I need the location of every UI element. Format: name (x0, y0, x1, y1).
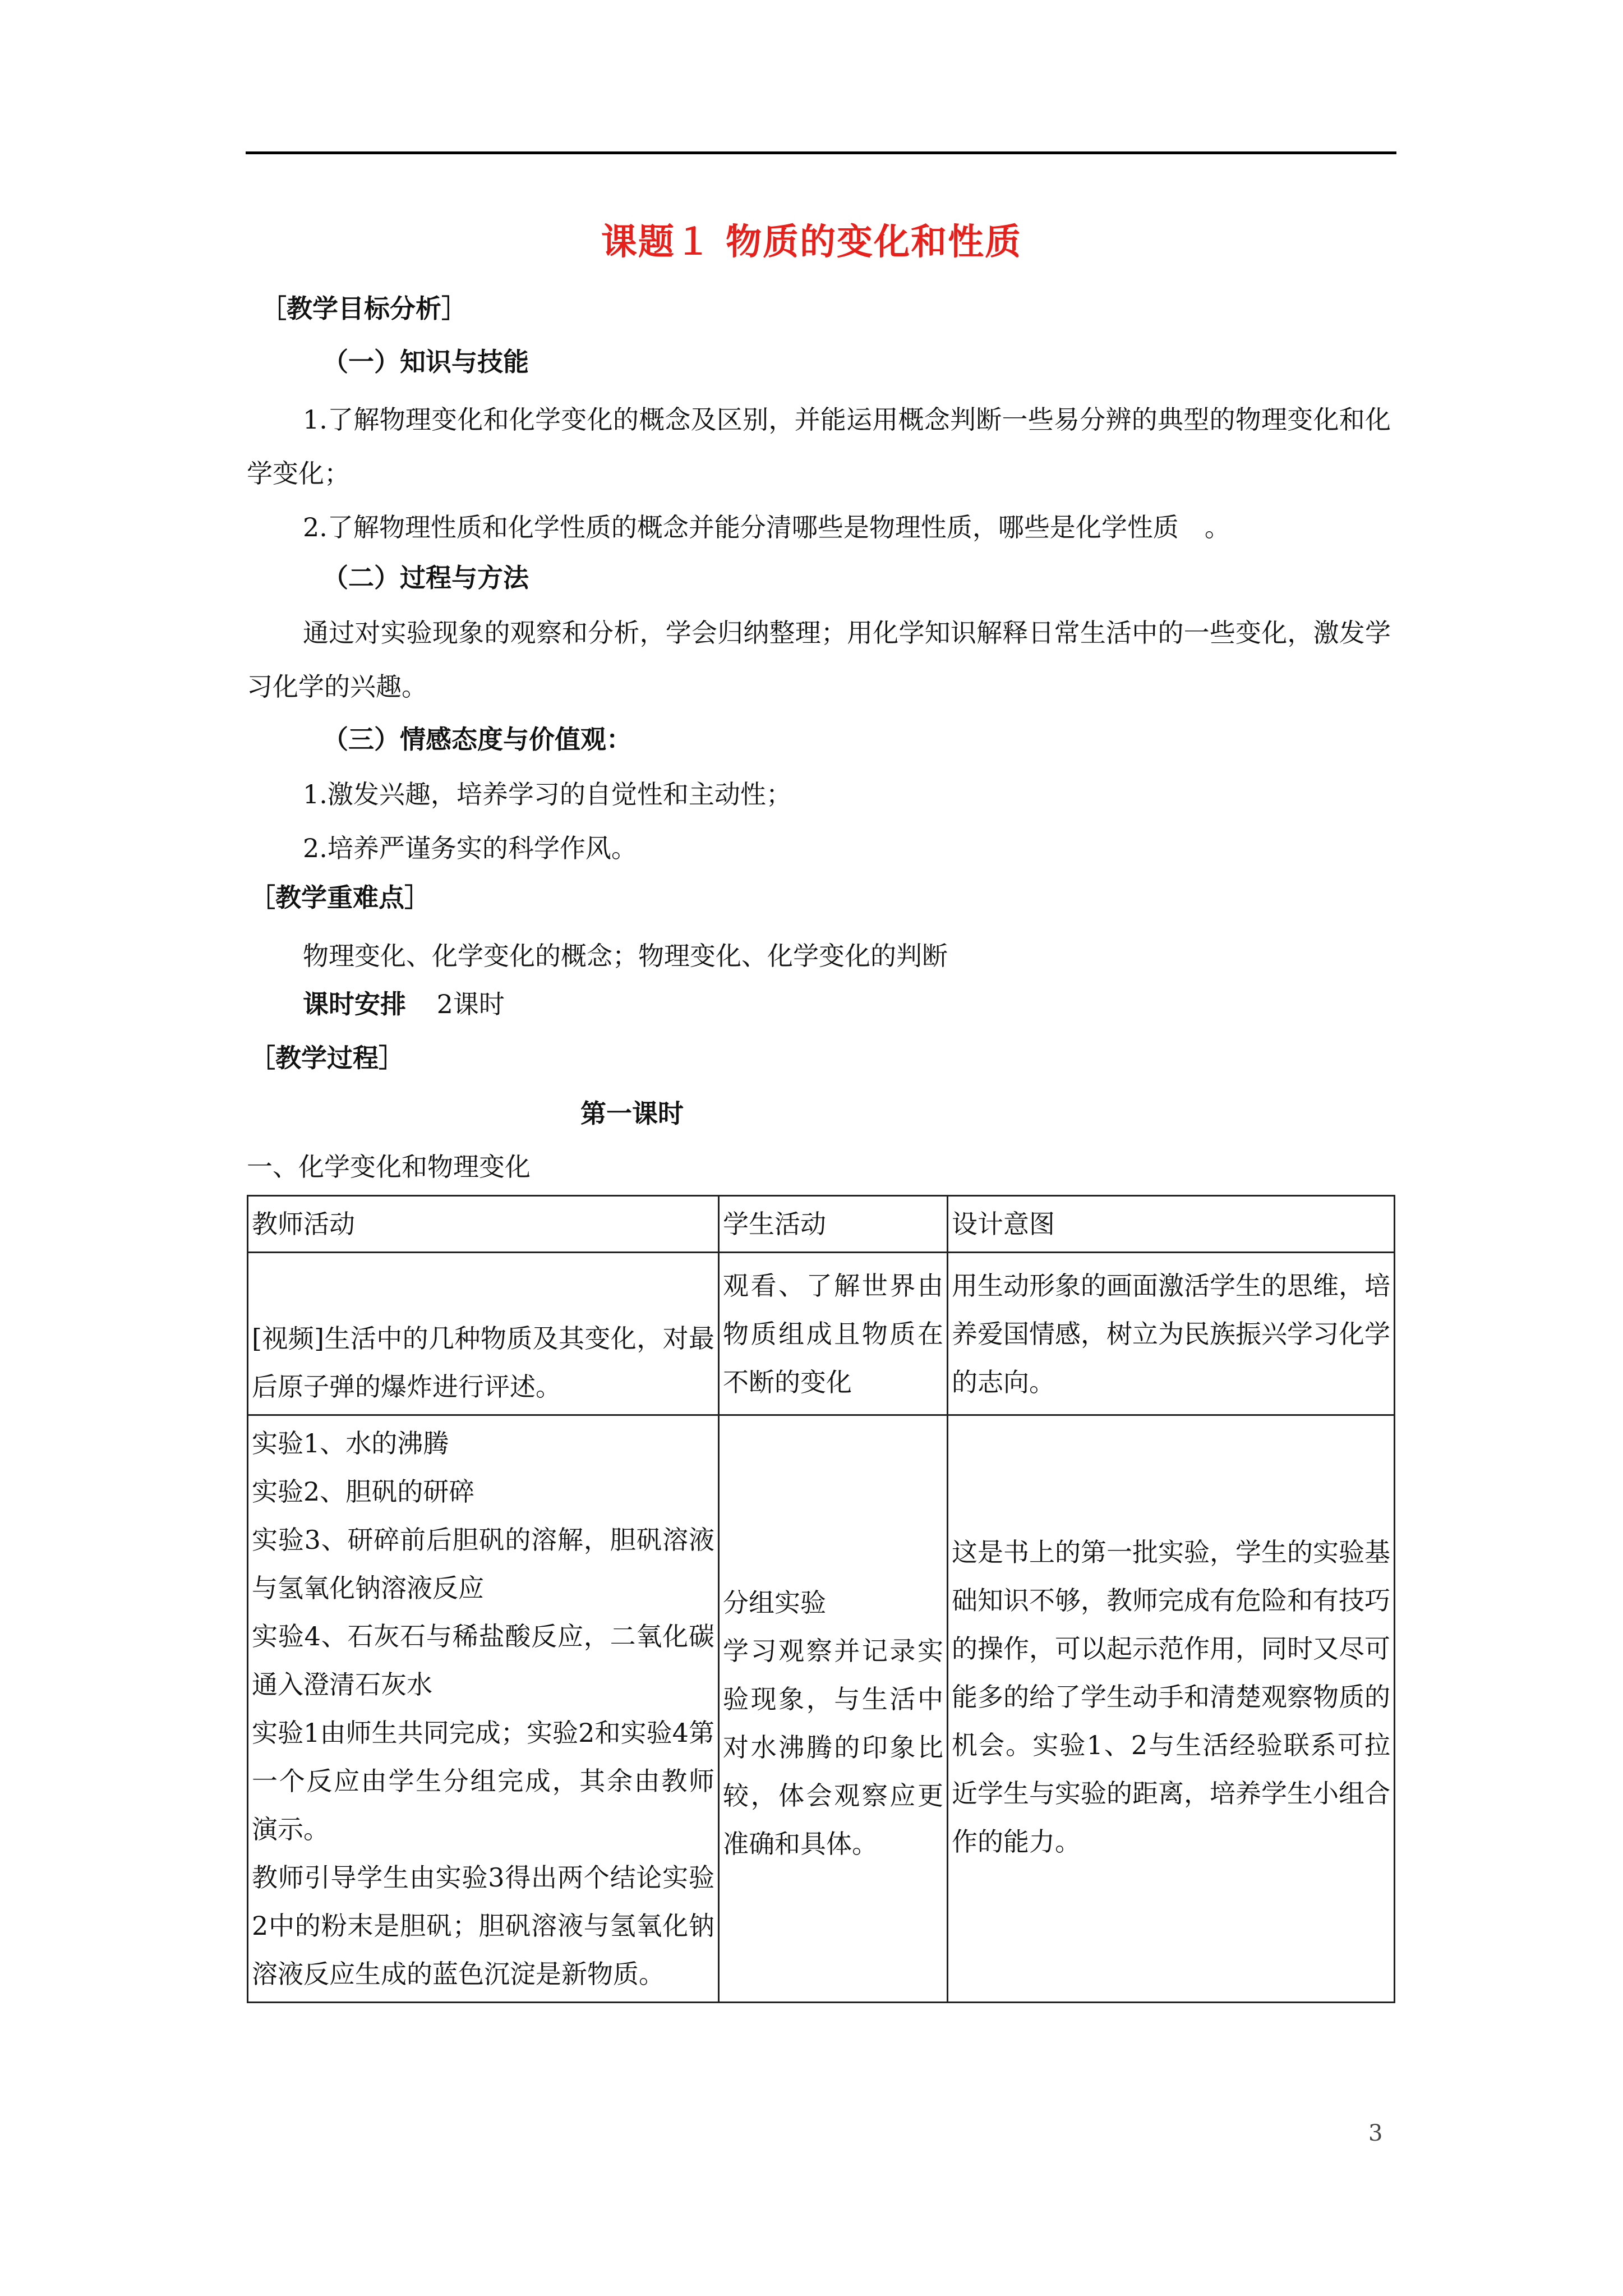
row1-teacher: [视频]生活中的几种物质及其变化，对最后原子弹的爆炸进行评述。 (248, 1253, 719, 1415)
key-heading: ［教学重难点］ (250, 882, 430, 913)
emotion-item-2: 2.培养严谨务实的科学作风。 (303, 833, 637, 863)
part-title: 一、化学变化和物理变化 (247, 1152, 531, 1182)
process-text: 通过对实验现象的观察和分析，学会归纳整理；用化学知识解释日常生活中的一些变化，激发学习化学的兴趣。 (247, 618, 1391, 702)
table-header-student: 学生活动 (719, 1196, 948, 1253)
table-header-intent: 设计意图 (948, 1196, 1395, 1253)
lesson-title: 第一课时 (580, 1098, 684, 1129)
page-number: 3 (1368, 2120, 1383, 2146)
table-header-teacher: 教师活动 (248, 1196, 719, 1253)
table-header-row (248, 1196, 1395, 1253)
teacher-line: 实验4、石灰石与稀盐酸反应，二氧化碳通入澄清石灰水 (252, 1621, 714, 1700)
row1-student: 观看、了解世界由物质组成且物质在不断的变化 (719, 1253, 948, 1415)
activity-table (247, 1195, 1395, 2003)
knowledge-item-1: 1.了解物理变化和化学变化的概念及区别，并能运用概念判断一些易分辨的典型的物理变化和化学变化； (247, 404, 1391, 489)
goals-heading: ［教学目标分析］ (261, 293, 467, 324)
teacher-line: 教师引导学生由实验3得出两个结论实验2中的粉末是胆矾；胆矾溶液与氢氧化钠溶液反应生成的蓝色沉淀是新物质。 (252, 1862, 714, 1989)
knowledge-heading: （一）知识与技能 (322, 347, 529, 377)
table-row (248, 1415, 1395, 2003)
row2-teacher (248, 1415, 719, 2003)
process-main-heading: ［教学过程］ (250, 1043, 404, 1073)
row1-intent: 用生动形象的画面激活学生的思维，培养爱国情感，树立为民族振兴学习化学的志向。 (948, 1253, 1395, 1415)
emotion-heading: （三）情感态度与价值观： (322, 724, 632, 754)
header-rule (246, 151, 1396, 154)
teacher-line: 实验1由师生共同完成；实验2和实验4第一个反应由学生分组完成，其余由教师演示。 (252, 1718, 714, 1844)
teacher-line: 实验3、研碎前后胆矾的溶解，胆矾溶液与氢氧化钠溶液反应 (252, 1525, 714, 1603)
emotion-item-1: 1.激发兴趣，培养学习的自觉性和主动性； (303, 779, 792, 809)
schedule-label: 课时安排 (303, 989, 406, 1019)
row2-student (719, 1415, 948, 2003)
student-line: 学习观察并记录实验现象，与生活中对水沸腾的印象比较，体会观察应更准确和具体。 (723, 1636, 943, 1859)
teacher-line: 实验2、胆矾的研碎 (252, 1476, 475, 1507)
table-row (248, 1253, 1395, 1415)
page-title: 课题１ 物质的变化和性质 (601, 221, 1022, 263)
schedule-value: 2课时 (436, 989, 505, 1019)
teacher-line: 实验1、水的沸腾 (252, 1428, 449, 1458)
process-heading: （二）过程与方法 (322, 563, 529, 593)
row2-intent: 这是书上的第一批实验，学生的实验基础知识不够，教师完成有危险和有技巧的操作，可以起示范作用，同时又尽可能多的给了学生动手和清楚观察物质的机会。实验1、2与生活经验联系可拉近学生与实验的距离，培养学生小组合作的能力。 (948, 1415, 1395, 2003)
knowledge-item-2: 2.了解物理性质和化学性质的概念并能分清哪些是物理性质，哪些是化学性质 。 (303, 512, 1230, 542)
key-text: 物理变化、化学变化的概念；物理变化、化学变化的判断 (303, 941, 948, 971)
schedule (303, 987, 505, 1021)
student-line: 分组实验 (723, 1588, 826, 1618)
